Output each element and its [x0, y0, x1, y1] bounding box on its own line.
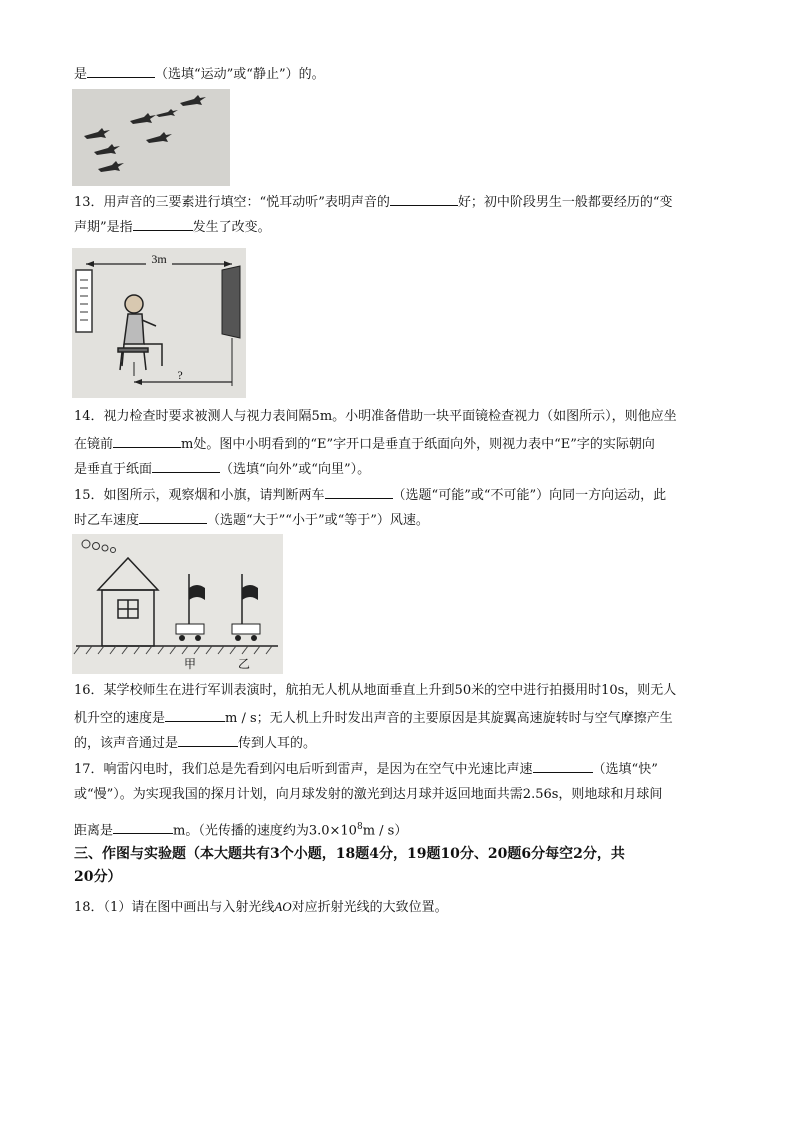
answer-blank[interactable]	[113, 434, 181, 448]
answer-blank[interactable]	[87, 64, 155, 78]
car-b-label: 乙	[237, 657, 251, 671]
q18-line: 18．（1）请在图中画出与入射光线AO对应折射光线的大致位置。	[74, 899, 448, 915]
answer-blank[interactable]	[139, 510, 207, 524]
house-and-cars-figure	[72, 534, 283, 674]
answer-blank[interactable]	[390, 192, 458, 206]
answer-blank[interactable]	[152, 459, 220, 473]
answer-blank[interactable]	[165, 708, 225, 722]
unknown-distance-label: ?	[177, 368, 183, 382]
answer-blank[interactable]	[533, 759, 593, 773]
eye-chart-icon	[76, 270, 92, 332]
answer-blank[interactable]	[178, 733, 238, 747]
eye-test-mirror-figure	[72, 248, 246, 398]
q16-line3: 的，该声音通过是 传到人耳的。	[74, 733, 316, 753]
aircraft-formation-figure	[72, 89, 230, 186]
car-a-label: 甲	[183, 657, 197, 671]
distance-label: 3m	[151, 252, 167, 266]
section3-heading-line2: 20分）	[74, 869, 122, 885]
q17-line2: 或“慢”）。为实现我国的探月计划，向月球发射的激光到达月球并返回地面共需2.56s，则地球和月球间	[74, 787, 663, 802]
q16-line2: 机升空的速度是 m / s；无人机上升时发出声音的主要原因是其旋翼高速旋转时与空气摩擦产生	[74, 708, 673, 728]
q15-line2: 时乙车速度 （选题“大于”“小于”或“等于”）风速。	[74, 510, 429, 530]
q13-line1: 13．用声音的三要素进行填空：“悦耳动听”表明声音的 好；初中阶段男生一般都要经历的“变	[74, 192, 673, 212]
section3-heading-line1: 三、作图与实验题（本大题共有3个小题，18题4分，19题10分、20题6分每空2分，共	[74, 846, 625, 862]
q17-line3: 距离是 m。（光传播的速度约为$3.0\times 10^8m / s$）	[74, 822, 408, 839]
answer-blank[interactable]	[325, 485, 393, 499]
q12-line: 是 （选填“运动”或“静止”）的。	[74, 64, 325, 84]
q14-line2: 在镜前 m处。图中小明看到的“E”字开口是垂直于纸面向外，则视力表中“E”字的实际朝向	[74, 434, 655, 454]
answer-blank[interactable]	[133, 217, 193, 231]
mirror-icon	[222, 266, 240, 338]
q15-line1: 15．如图所示，观察烟和小旗，请判断两车 （选题“可能”或“不可能”）向同一方向运动，此	[74, 485, 666, 505]
q17-line1: 17．响雷闪电时，我们总是先看到闪电后听到雷声，是因为在空气中光速比声速 （选填“快”	[74, 759, 658, 779]
q14-line1: 14．视力检查时要求被测人与视力表间隔5m。小明准备借助一块平面镜检查视力（如图所示），则他应坐	[74, 409, 677, 424]
q13-line2: 声期”是指 发生了改变。	[74, 217, 271, 237]
q16-line1: 16．某学校师生在进行军训表演时，航拍无人机从地面垂直上升到50米的空中进行拍摄用时10s，则无人	[74, 683, 677, 698]
answer-blank[interactable]	[113, 820, 173, 834]
aircraft-icon-group	[72, 89, 230, 186]
q14-line3: 是垂直于纸面 （选填“向外”或“向里”）。	[74, 459, 370, 479]
